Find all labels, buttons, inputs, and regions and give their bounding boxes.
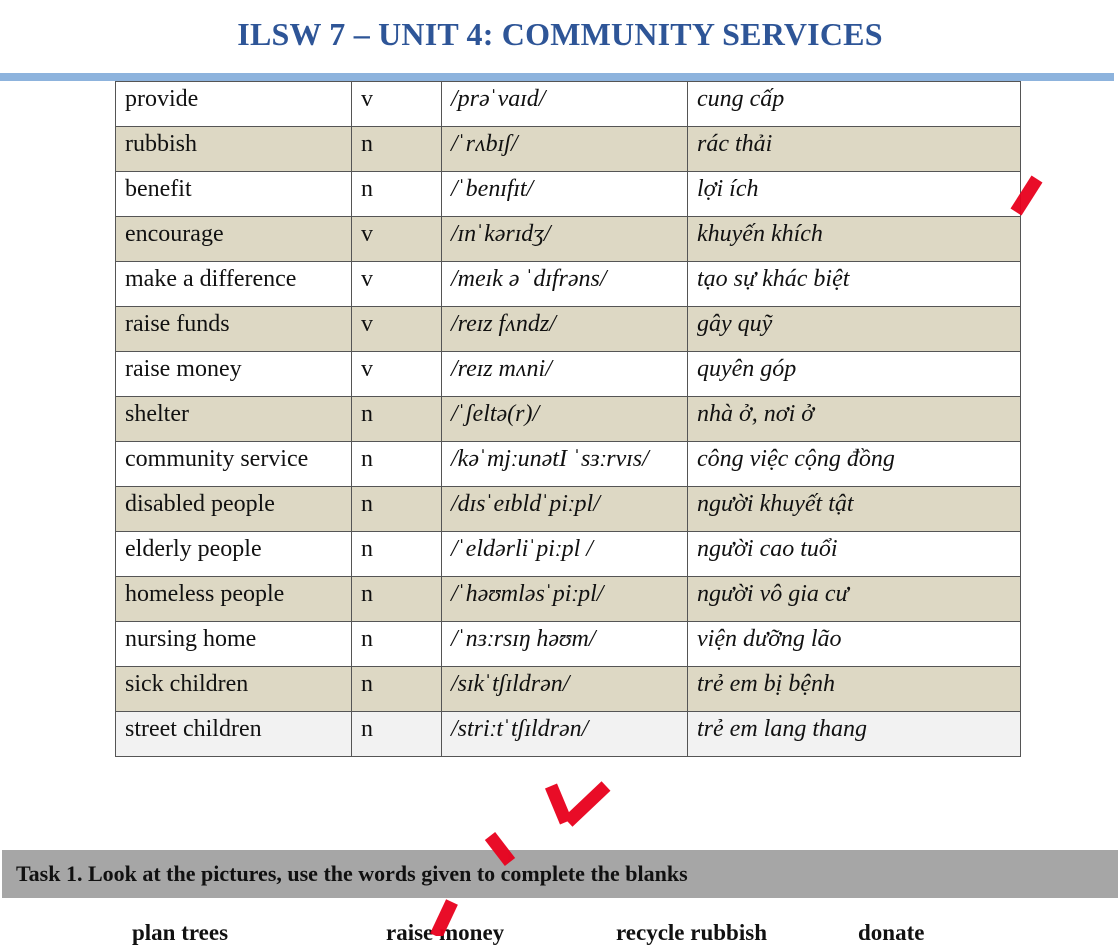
pos-cell: v [352, 307, 442, 352]
word-cell: benefit [116, 172, 352, 217]
table-row [116, 352, 1021, 397]
pos-cell: n [352, 172, 442, 217]
table-row [116, 532, 1021, 577]
title-divider [0, 73, 1114, 81]
meaning-cell: cung cấp [688, 82, 1021, 127]
ipa-cell: /dɪsˈeɪbldˈpiːpl/ [442, 487, 688, 532]
ipa-cell: /prəˈvaɪd/ [442, 82, 688, 127]
ipa-cell: /ˈrʌbɪʃ/ [442, 127, 688, 172]
table-row [116, 487, 1021, 532]
pos-cell: v [352, 352, 442, 397]
word-bank-item: raise money [386, 920, 505, 945]
pos-cell: n [352, 712, 442, 757]
ipa-cell: /reɪz fʌndz/ [442, 307, 688, 352]
meaning-cell: trẻ em lang thang [688, 712, 1021, 757]
task-instruction-bar [2, 850, 1118, 898]
word-cell: raise money [116, 352, 352, 397]
word-cell: encourage [116, 217, 352, 262]
table-row [116, 442, 1021, 487]
pos-cell: v [352, 217, 442, 262]
word-cell: community service [116, 442, 352, 487]
ipa-cell: /ˈbenɪfɪt/ [442, 172, 688, 217]
word-cell: street children [116, 712, 352, 757]
pos-cell: v [352, 262, 442, 307]
meaning-cell: tạo sự khác biệt [688, 262, 1021, 307]
word-cell: sick children [116, 667, 352, 712]
pos-cell: n [352, 577, 442, 622]
ipa-cell: /ˈeldərliˈpiːpl / [442, 532, 688, 577]
watermark-stroke [568, 786, 606, 822]
table-row [116, 622, 1021, 667]
word-cell: make a difference [116, 262, 352, 307]
word-cell: raise funds [116, 307, 352, 352]
word-bank-item: donate [858, 920, 925, 945]
ipa-cell: /meɪk ə ˈdɪfrəns/ [442, 262, 688, 307]
meaning-cell: quyên góp [688, 352, 1021, 397]
word-cell: provide [116, 82, 352, 127]
word-cell: disabled people [116, 487, 352, 532]
meaning-cell: trẻ em bị bệnh [688, 667, 1021, 712]
table-row [116, 217, 1021, 262]
word-cell: homeless people [116, 577, 352, 622]
ipa-cell: /sɪkˈtʃɪldrən/ [442, 667, 688, 712]
meaning-cell: khuyến khích [688, 217, 1021, 262]
word-bank-item: recycle rubbish [616, 920, 767, 945]
meaning-cell: lợi ích [688, 172, 1021, 217]
pos-cell: n [352, 487, 442, 532]
table-row [116, 307, 1021, 352]
ipa-cell: /ˈnɜːrsɪŋ həʊm/ [442, 622, 688, 667]
pos-cell: v [352, 82, 442, 127]
table-row [116, 172, 1021, 217]
ipa-cell: /reɪz mʌni/ [442, 352, 688, 397]
meaning-cell: người vô gia cư [688, 577, 1021, 622]
word-cell: nursing home [116, 622, 352, 667]
pos-cell: n [352, 397, 442, 442]
meaning-cell: viện dưỡng lão [688, 622, 1021, 667]
pos-cell: n [352, 442, 442, 487]
page-title: ILSW 7 – UNIT 4: COMMUNITY SERVICES [237, 16, 883, 52]
meaning-cell: rác thải [688, 127, 1021, 172]
meaning-cell: công việc cộng đồng [688, 442, 1021, 487]
ipa-cell: /ˈʃeltə(r)/ [442, 397, 688, 442]
ipa-cell: /ˈhəʊmləsˈpiːpl/ [442, 577, 688, 622]
table-row [116, 667, 1021, 712]
vocabulary-table [115, 81, 1021, 757]
pos-cell: n [352, 127, 442, 172]
word-bank-item: plan trees [132, 920, 229, 945]
table-row [116, 397, 1021, 442]
word-cell: elderly people [116, 532, 352, 577]
watermark-stroke [551, 786, 566, 822]
ipa-cell: /kəˈmjːunətI ˈsɜːrvɪs/ [442, 442, 688, 487]
word-cell: rubbish [116, 127, 352, 172]
word-cell: shelter [116, 397, 352, 442]
table-row [116, 262, 1021, 307]
pos-cell: n [352, 667, 442, 712]
pos-cell: n [352, 622, 442, 667]
ipa-cell: /striːtˈtʃɪldrən/ [442, 712, 688, 757]
table-row [116, 82, 1021, 127]
task-instruction: Task 1. Look at the pictures, use the words given to complete the blanks [16, 861, 688, 886]
meaning-cell: người khuyết tật [688, 487, 1021, 532]
meaning-cell: gây quỹ [688, 307, 1021, 352]
table-row [116, 127, 1021, 172]
table-row [116, 577, 1021, 622]
ipa-cell: /ɪnˈkərɪdʒ/ [442, 217, 688, 262]
meaning-cell: người cao tuổi [688, 532, 1021, 577]
pos-cell: n [352, 532, 442, 577]
meaning-cell: nhà ở, nơi ở [688, 397, 1021, 442]
table-row [116, 712, 1021, 757]
